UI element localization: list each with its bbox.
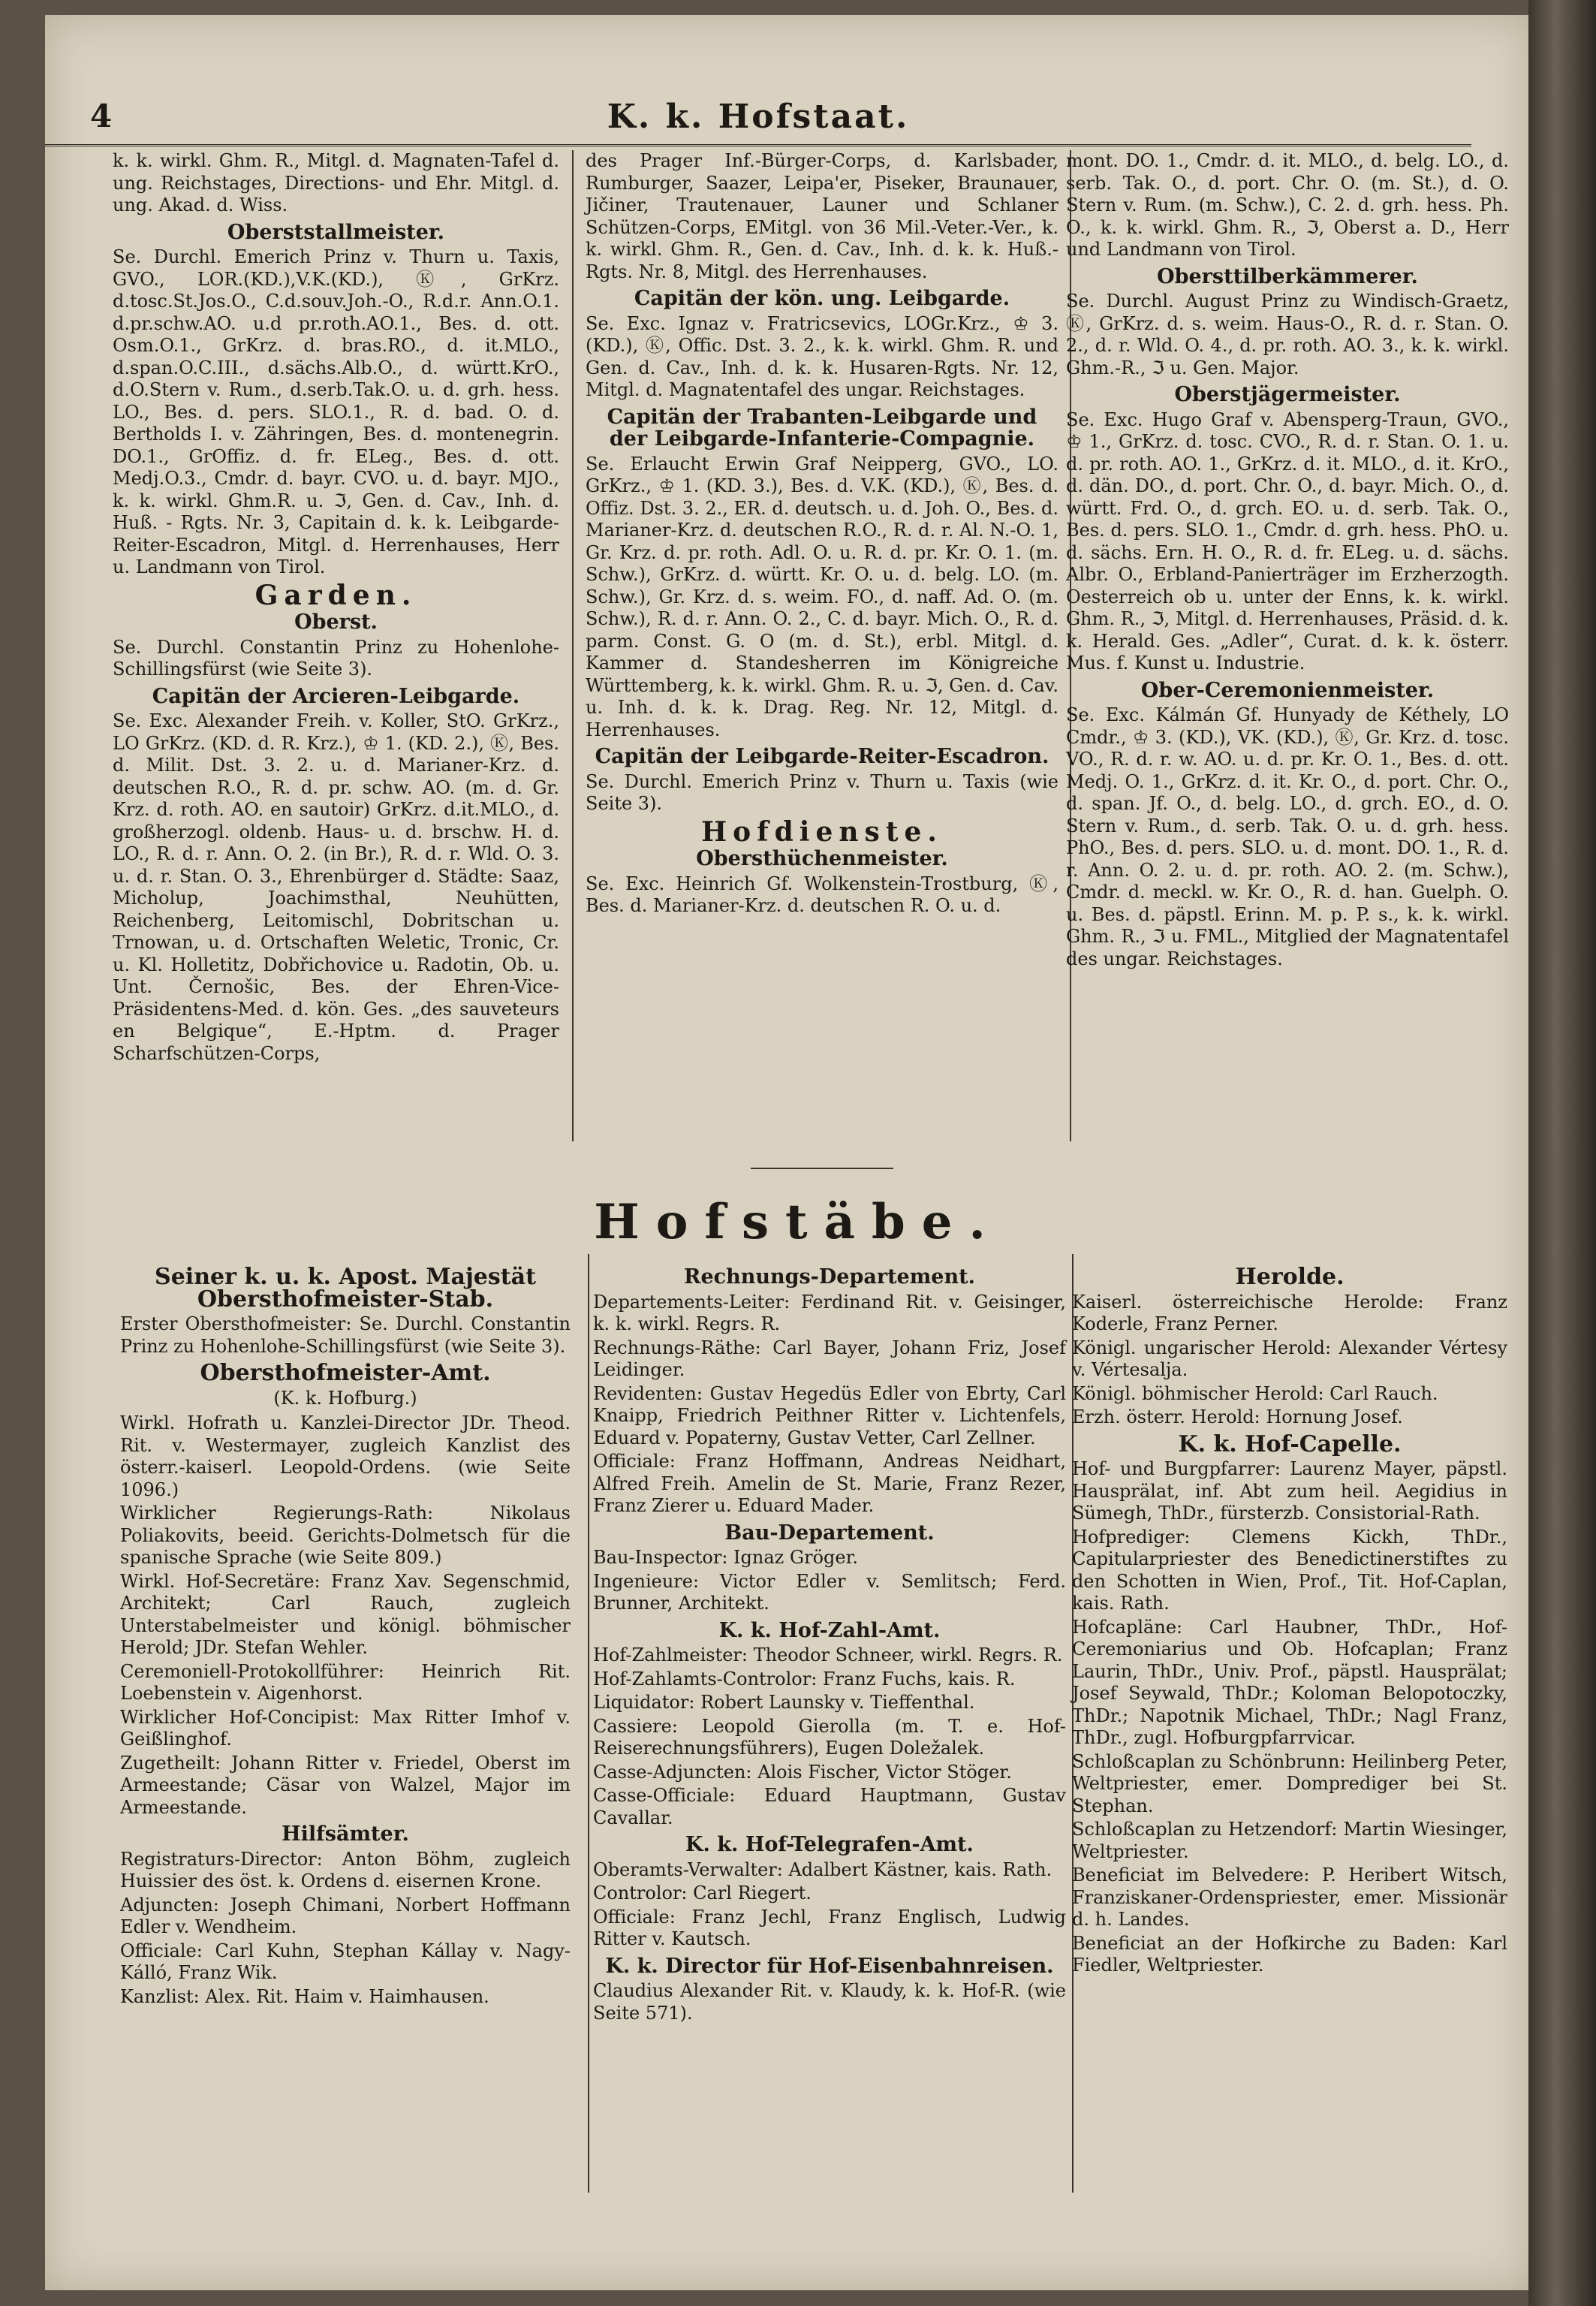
entry-paragraph: Registraturs-Director: Anton Böhm, zugleich Huissier des öst. k. Ordens d. eisernen Krone. (120, 1848, 571, 1892)
entry-paragraph: Se. Exc. Ignaz v. Fratricsevics, LOGr.Krz., ♔ 3. (KD.), Ⓚ, Offic. Dst. 3. 2., k. k. wirkl. Ghm. R. und Gen. d. Cav., Inh. d. k. k. Husaren-Rgts. Nr. 12, Mitgl. d. Magnatentafel des ungar. Reichstages. (586, 312, 1058, 400)
entry-paragraph: Controlor: Carl Riegert. (593, 1882, 812, 1904)
entry-paragraph: Königl. böhmischer Herold: Carl Rauch. (1072, 1382, 1438, 1404)
entry-paragraph: Adjuncten: Joseph Chimani, Norbert Hoffmann Edler v. Wendheim. (120, 1894, 571, 1937)
entry-paragraph: Wirkl. Hof-Secretäre: Franz Xav. Segenschmid, Architekt; Carl Rauch, zugleich Unterstabelmeister und königl. böhmischer Herold; JDr. Stefan Wehler. (120, 1570, 571, 1658)
section-heading: K. k. Hof-Zahl-Amt. (718, 1618, 941, 1642)
entry-paragraph: Schloßcaplan zu Schönbrunn: Heilinberg Peter, Weltpriester, emer. Domprediger bei St. Stephan. (1072, 1750, 1507, 1816)
section-heading: Hilfsämter. (282, 1822, 409, 1846)
page-number: 4 (90, 98, 113, 134)
section-heading: Obersthofmeister-Amt. (200, 1360, 491, 1386)
section-heading: Oberststallmeister. (227, 220, 445, 244)
section-heading: Garden. (254, 579, 417, 611)
entry-paragraph: Ceremoniell-Protokollführer: Heinrich Rit. Loebenstein v. Aigenhorst. (120, 1660, 571, 1704)
section-heading: Capitän der Leibgarde-Reiter-Escadron. (595, 745, 1049, 768)
section-heading: Oberst. (294, 610, 378, 634)
entry-paragraph: Officiale: Carl Kuhn, Stephan Kállay v. Nagy-Kálló, Franz Wik. (120, 1940, 571, 1983)
entry-paragraph: Wirklicher Hof-Concipist: Max Ritter Imhof v. Geißlinghof. (120, 1706, 571, 1750)
entry-paragraph: Se. Exc. Heinrich Gf. Wolkenstein-Trostburg, Ⓚ, Bes. d. Marianer-Krz. d. deutschen R. O. u. d. (586, 873, 1058, 916)
entry-paragraph: Kanzlist: Alex. Rit. Haim v. Haimhausen. (120, 1985, 489, 2007)
top-column-3 (1066, 150, 1509, 972)
bottom-column-3 (1072, 1262, 1507, 1979)
section-heading: Obersthüchenmeister. (696, 847, 948, 870)
entry-paragraph: Hof-Zahlmeister: Theodor Schneer, wirkl. Regrs. R. (593, 1644, 1063, 1665)
section-heading: K. k. Director für Hof-Eisenbahnreisen. (605, 1954, 1054, 1978)
column-divider (588, 1254, 589, 2193)
entry-paragraph: Beneficiat an der Hofkirche zu Baden: Karl Fiedler, Weltpriester. (1072, 1932, 1507, 1976)
entry-paragraph: Casse-Officiale: Eduard Hauptmann, Gustav Cavallar. (593, 1785, 1066, 1828)
section-heading: Capitän der Arcieren-Leibgarde. (152, 684, 520, 708)
entry-paragraph: Hofcapläne: Carl Haubner, ThDr., Hof-Ceremoniarius und Ob. Hofcaplan; Franz Laurin, ThDr., Univ. Prof., päpstl. Hausprälat; Josef Seywald, ThDr.; Koloman Belopotoczky, ThDr.; Napotnik Michael, ThDr.; Nagl Franz, ThDr., zugl. Hofburgpfarrvicar. (1072, 1616, 1507, 1748)
entry-paragraph: Hofprediger: Clemens Kickh, ThDr., Capitularpriester des Benedictinerstiftes zu den Schotten in Wien, Prof., Tit. Hof-Caplan, kais. Rath. (1072, 1526, 1507, 1614)
entry-paragraph: des Prager Inf.-Bürger-Corps, d. Karlsbader, Rumburger, Saazer, Leipa'er, Piseker, Braunauer, Jičiner, Trautenauer, Launer und Schlaner Schützen-Corps, EMitgl. von 36 Mil.-Veter.-Ver., k. k. wirkl. Ghm. R., Gen. d. Cav., Inh. d. k. k. Huß.-Rgts. Nr. 8, Mitgl. des Herrenhauses. (586, 150, 1058, 282)
section-heading: K. k. Hof-Capelle. (1178, 1430, 1402, 1457)
entry-paragraph: Beneficiat im Belvedere: P. Heribert Witsch, Franziskaner-Ordenspriester, emer. Missionär d. h. Landes. (1072, 1864, 1507, 1930)
entry-paragraph: Hof- und Burgpfarrer: Laurenz Mayer, päpstl. Hausprälat, inf. Abt zum heil. Aegidius in Sümegh, ThDr., fürsterzb. Consistorial-Rath. (1072, 1458, 1507, 1524)
entry-paragraph: k. k. wirkl. Ghm. R., Mitgl. d. Magnaten-Tafel d. ung. Reichstages, Directions- und Ehr. Mitgl. d. ung. Akad. d. Wiss. (113, 150, 559, 216)
entry-paragraph: Se. Durchl. Emerich Prinz v. Thurn u. Taxis, GVO., LOR.(KD.),V.K.(KD.), Ⓚ, GrKrz. d.tosc.St.Jos.O., C.d.souv.Joh.-O., R.d.r. Ann.O.1. d.pr.schw.AO. u.d pr.roth.AO.1., Bes. d. ott. Osm.O.1., GrKrz. d. bras.RO., d. it.MLO., d.span.O.C.III., d.sächs.Alb.O., d. württ.KrO., d.O.Stern v. Rum., d.serb.Tak.O. u. d. grh. hess. LO., Bes. d. pers. SLO.1., R. d. bad. O. d. Bertholds I. v. Zähringen, Bes. d. montenegrin. DO.1., GrOffiz. d. fr. ELeg., Bes. d. ott. Medj.O.3., Cmdr. d. bayr. CVO. u. d. bayr. MJO., k. k. wirkl. Ghm.R. u. ℑ, Gen. d. Cav., Inh. d. Huß. - Rgts. Nr. 3, Capitain d. k. k. Leibgarde-Reiter-Escadron, Mitgl. d. Herrenhauses, Herr u. Landmann von Tirol. (113, 246, 559, 577)
entry-paragraph: Wirklicher Regierungs-Rath: Nikolaus Poliakovits, beeid. Gerichts-Dolmetsch für die spanische Sprache (wie Seite 809.) (120, 1503, 571, 1568)
entry-paragraph: Oberamts-Verwalter: Adalbert Kästner, kais. Rath. (593, 1858, 1052, 1880)
entry-paragraph: Wirkl. Hofrath u. Kanzlei-Director JDr. Theod. Rit. v. Westermayer, zugleich Kanzlist des österr.-kaiserl. Leopold-Ordens. (wie Seite 1096.) (120, 1412, 571, 1500)
page-edge (1528, 0, 1596, 2306)
column-divider (572, 150, 574, 1141)
entry-paragraph: Se. Exc. Kálmán Gf. Hunyady de Kéthely, LO Cmdr., ♔ 3. (KD.), VK. (KD.), Ⓚ, Gr. Krz. d. tosc. VO., R. d. r. w. AO. u. d. pr. Kr. O. 1., Bes. d. ott. Medj. O. 1., GrKrz. d. it. Kr. O., d. port. Chr. O., d. span. Jf. O., d. belg. LO., d. grch. EO., d. O. Stern v. Rum., d. serb. Tak. O. u. d. grh. hess. PhO., Bes. d. pers. SLO. u. d. mont. DO. 1., R. d. r. Ann. O. 2. u. d. pr. roth. AO. 2. (m. Schw.), Cmdr. d. meckl. w. Kr. O., R. d. han. Guelph. O. u. Bes. d. päpstl. Erinn. M. p. P. s., k. k. wirkl. Ghm. R., ℑ u. FML., Mitglied der Magnatentafel des ungar. Reichstages. (1066, 704, 1509, 969)
section-heading: Capitän der Trabanten-Leibgarde und der Leibgarde-Infanterie-Compagnie. (607, 405, 1037, 451)
entry-paragraph: Königl. ungarischer Herold: Alexander Vértesy v. Vértesalja. (1072, 1337, 1507, 1380)
entry-paragraph: Ingenieure: Victor Edler v. Semlitsch; Ferd. Brunner, Architekt. (593, 1570, 1066, 1614)
section-heading: Seiner k. u. k. Apost. Majestät Obersthofmeister-Stab. (155, 1264, 536, 1313)
page-title: K. k. Hofstaat. (607, 98, 910, 136)
header-rule (45, 144, 1471, 146)
section-heading: Oberstjägermeister. (1174, 383, 1401, 406)
entry-paragraph: Revidenten: Gustav Hegedüs Edler von Ebrty, Carl Knaipp, Friedrich Peithner Ritter v. Lichtenfels, Eduard v. Popaterny, Gustav Vetter, Carl Zellner. (593, 1382, 1066, 1448)
section-heading: Obersttilberkämmerer. (1157, 264, 1418, 288)
entry-paragraph: Hof-Zahlamts-Controlor: Franz Fuchs, kais. R. (593, 1668, 1016, 1690)
entry-paragraph: Rechnungs-Räthe: Carl Bayer, Johann Friz, Josef Leidinger. (593, 1337, 1066, 1380)
entry-paragraph: Erzh. österr. Herold: Hornung Josef. (1072, 1406, 1403, 1427)
bottom-column-2 (593, 1262, 1066, 2026)
entry-paragraph: Cassiere: Leopold Gierolla (m. T. e. Hof-Reiserechnungsführers), Eugen Doležalek. (593, 1715, 1066, 1759)
bottom-column-1 (120, 1262, 571, 2009)
page-header (45, 98, 1471, 143)
top-column-1 (113, 150, 559, 1066)
entry-paragraph: Claudius Alexander Rit. v. Klaudy, k. k. Hof-R. (wie Seite 571). (593, 1980, 1066, 2024)
entry-paragraph: Zugetheilt: Johann Ritter v. Friedel, Oberst im Armeestande; Cäsar von Walzel, Major im Armeestande. (120, 1752, 571, 1818)
entry-paragraph: Officiale: Franz Jechl, Franz Englisch, Ludwig Ritter v. Kautsch. (593, 1906, 1066, 1949)
entry-paragraph: Officiale: Franz Hoffmann, Andreas Neidhart, Alfred Freih. Amelin de St. Marie, Franz Rezer, Franz Zierer u. Eduard Mader. (593, 1451, 1066, 1516)
section-heading: K. k. Hof-Telegrafen-Amt. (685, 1833, 974, 1856)
entry-paragraph: Se. Durchl. August Prinz zu Windisch-Graetz, Ⓚ, GrKrz. d. s. weim. Haus-O., R. d. r. Stan. O. 2., d. r. Wld. O. 4., d. pr. roth. AO. 3., k. k. wirkl. Ghm.-R., ℑ u. Gen. Major. (1066, 291, 1509, 378)
entry-paragraph: Se. Exc. Hugo Graf v. Abensperg-Traun, GVO., ♔ 1., GrKrz. d. tosc. CVO., R. d. r. Stan. O. 1. u. d. pr. roth. AO. 1., GrKrz. d. it. MLO., d. it. KrO., d. dän. DO., d. port. Chr. O., d. bayr. Mich. O., d. württ. Frd. O., d. grch. EO. u. d. serb. Tak. O., Bes. d. pers. SLO. 1., Cmdr. d. grh. hess. PhO. u. d. sächs. Ern. H. O., R. d. fr. ELeg. u. d. sächs. Albr. O., Erbland-Panierträger im Erzherzogth. Oesterreich ob u. unter der Enns, k. k. wirkl. Ghm. R., ℑ, Mitgl. d. Herrenhauses, Präsid. d. k. k. Herald. Ges. „Adler“, Curat. d. k. k. österr. Mus. f. Kunst u. Industrie. (1066, 408, 1509, 674)
entry-paragraph: Kaiserl. österreichische Herolde: Franz Koderle, Franz Perner. (1072, 1291, 1507, 1334)
entry-paragraph: Casse-Adjuncten: Alois Fischer, Victor Stöger. (593, 1761, 1012, 1783)
entry-paragraph: Se. Durchl. Emerich Prinz v. Thurn u. Taxis (wie Seite 3). (586, 770, 1058, 814)
section-title: Hofstäbe. (594, 1194, 1002, 1250)
section-heading: Ober-Ceremonienmeister. (1140, 678, 1435, 702)
entry-paragraph: Bau-Inspector: Ignaz Gröger. (593, 1547, 859, 1568)
section-heading: Hofdienste. (701, 815, 943, 848)
section-rule (751, 1168, 893, 1169)
section-heading: Rechnungs-Departement. (684, 1265, 975, 1289)
entry-paragraph: Departements-Leiter: Ferdinand Rit. v. Geisinger, k. k. wirkl. Regrs. R. (593, 1291, 1066, 1334)
section-heading: Capitän der kön. ung. Leibgarde. (634, 287, 1010, 310)
entry-paragraph: Se. Exc. Alexander Freih. v. Koller, StO. GrKrz., LO GrKrz. (KD. d. R. Krz.), ♔ 1. (KD. 2.), Ⓚ, Bes. d. Milit. Dst. 3. 2. u. d. Marianer-Krz. d. deutschen R.O., R. d. pr. schw. AO. (m. d. Gr. Krz. d. roth. AO. en sautoir) GrKrz. d.it.MLO., d. großherzogl. oldenb. Haus- u. d. brschw. H. d. LO., R. d. r. Ann. O. 2. (in Br.), R. d. r. Wld. O. 3. u. d. r. Stan. O. 3., Ehrenbürger d. Städte: Saaz, Micholup, Joachimsthal, Neuhütten, Reichenberg, Leitomischl, Dobritschan u. Trnowan, u. d. Ortschaften Weletic, Tronic, Cr. u. Kl. Holletitz, Dobřichovice u. Radotin, Ob. u. Unt. Černošic, Bes. der Ehren-Vice-Präsidentens-Med. d. kön. Ges. „des sauveteurs en Belgique“, E.-Hptm. d. Prager Scharfschützen-Corps, (113, 710, 559, 1064)
entry-paragraph: mont. DO. 1., Cmdr. d. it. MLO., d. belg. LO., d. serb. Tak. O., d. port. Chr. O. (m. St.), d. O. Stern v. Rum. (m. Schw.), C. 2. d. grh. hess. Ph. O., k. k. wirkl. Ghm. R., ℑ, Oberst a. D., Herr und Landmann von Tirol. (1066, 150, 1509, 260)
section-heading: Herolde. (1235, 1264, 1345, 1290)
entry-paragraph: Liquidator: Robert Launsky v. Tieffenthal. (593, 1692, 975, 1713)
entry-paragraph: Erster Obersthofmeister: Se. Durchl. Constantin Prinz zu Hohenlohe-Schillingsfürst (wie Seite 3). (120, 1313, 571, 1357)
entry-paragraph: Se. Erlaucht Erwin Graf Neipperg, GVO., LO. GrKrz., ♔ 1. (KD. 3.), Bes. d. V.K. (KD.), Ⓚ, Bes. d. Offiz. Dst. 3. 2., ER. d. deutsch. u. d. Joh. O., Bes. d. Marianer-Krz. d. deutschen R.O., R. d. r. Al. N.-O. 1, Gr. Krz. d. pr. roth. Adl. O. u. R. d. pr. Kr. O. 1. (m. Schw.), GrKrz. d. württ. Kr. O. u. d. belg. LO. (m. Schw.), Gr. Krz. d. s. weim. FO., d. naff. Ad. O. (m. Schw.), R. d. r. Ann. O. 2., C. d. bayr. Mich. O., R. d. parm. Const. G. O (m. d. St.), erbl. Mitgl. d. Kammer d. Standesherren im Königreiche Württemberg, k. k. wirkl. Ghm. R. u. ℑ, Gen. d. Cav. u. Inh. d. k. k. Drag. Reg. Nr. 12, Mitgl. d. Herrenhauses. (586, 453, 1058, 740)
top-column-2 (586, 150, 1058, 919)
section-heading: Bau-Departement. (724, 1521, 935, 1545)
section-heading: (K. k. Hofburg.) (273, 1387, 417, 1409)
entry-paragraph: Schloßcaplan zu Hetzendorf: Martin Wiesinger, Weltpriester. (1072, 1819, 1507, 1862)
entry-paragraph: Se. Durchl. Constantin Prinz zu Hohenlohe-Schillingsfürst (wie Seite 3). (113, 636, 559, 680)
